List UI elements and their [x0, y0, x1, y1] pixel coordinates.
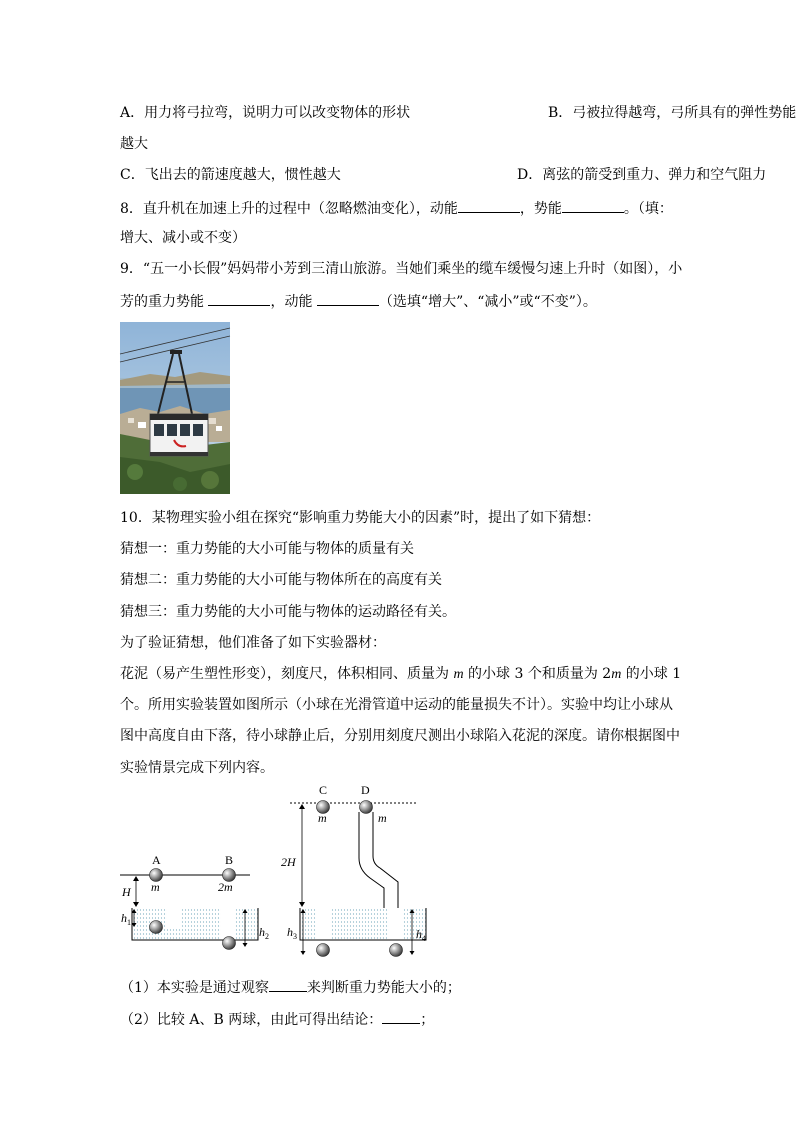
mass-a: m: [151, 880, 160, 894]
q8-text-a: 8．直升机在加速上升的过程中（忽略燃油变化），动能: [120, 201, 458, 217]
ball-d-sunk: [390, 944, 403, 957]
mass-d: m: [378, 811, 387, 825]
label-c: C: [319, 783, 328, 797]
height-2h: 2H: [281, 855, 296, 869]
q10-mat1-text-a: 花泥（易产生塑性形变），刻度尺，体积相同、质量为: [120, 666, 454, 682]
q8-blank-kinetic[interactable]: [458, 198, 520, 213]
q10-materials-line3: 图中高度自由下落，待小球静止后，分别用刻度尺测出小球陷入花泥的深度。请你根据图中: [120, 728, 680, 744]
experiment-diagram: [118, 780, 426, 970]
ball-d: [360, 801, 373, 814]
label-a: A: [152, 853, 161, 867]
q10-materials-line2: 个。所用实验装置如图所示（小球在光滑管道中运动的能量损失不计）。实验中均让小球从: [120, 697, 673, 713]
q10-prep: 为了验证猜想，他们准备了如下实验器材：: [120, 635, 386, 651]
mass-c: m: [318, 811, 327, 825]
q10-sub1-text-b: 来判断重力势能大小的；: [306, 980, 461, 996]
depth-h2: $h_2$: [259, 925, 269, 941]
mass-b: 2m: [218, 880, 233, 894]
q10-intro: 10．某物理实验小组在探究“影响重力势能大小的因素”时，提出了如下猜想：: [120, 510, 601, 526]
ball-c-sunk: [317, 944, 330, 957]
q10-materials-line4: 实验情景完成下列内容。: [120, 760, 274, 776]
q10-sub1-text-a: （1）本实验是通过观察: [120, 980, 269, 996]
depth-h4: $h_4$: [416, 927, 426, 943]
q8-line1: [120, 198, 673, 218]
height-h: H: [122, 885, 131, 899]
depth-h3: $h_3$: [287, 925, 297, 941]
q10-sub2-text-b: ；: [420, 1012, 435, 1028]
cable-car-photo: [120, 322, 230, 494]
q9-text-c: （选填“增大”、“减小”或“不变”）。: [378, 294, 597, 310]
q7-option-d: D．离弦的箭受到重力、弹力和空气阻力: [517, 167, 767, 183]
ball-b-sunk: [223, 937, 236, 950]
q10-sub2-blank[interactable]: [382, 1009, 420, 1024]
q8-text-c: 。（填：: [623, 201, 673, 217]
cable-car-illustration: [120, 322, 230, 494]
q9-text-a: 芳的重力势能: [120, 294, 209, 310]
q10-sub1: [120, 977, 461, 997]
q10-guess1: 猜想一：重力势能的大小可能与物体的质量有关: [120, 541, 414, 557]
q7-option-b-continued: 越大: [120, 136, 148, 152]
q10-guess2: 猜想二：重力势能的大小可能与物体所在的高度有关: [120, 572, 442, 588]
q7-option-a: A．用力将弓拉弯，说明力可以改变物体的形状: [120, 105, 411, 121]
q10-mass-m: m: [453, 667, 464, 682]
q9-blank-kinetic[interactable]: [317, 291, 379, 306]
label-d: D: [361, 783, 370, 797]
q10-mass-2m-m: m: [611, 667, 622, 682]
q10-guess3: 猜想三：重力势能的大小可能与物体的运动路径有关。: [120, 604, 456, 620]
q10-mat1-text-b: 的小球 3 个和质量为 2: [463, 666, 612, 682]
q8-text-b: ，势能: [519, 201, 562, 217]
q10-mat1-text-c: 的小球 1: [621, 666, 682, 682]
q9-line1: 9．“五一小长假”妈妈带小芳到三清山旅游。当她们乘坐的缆车缓慢匀速上升时（如图），小: [120, 261, 683, 277]
q10-sub2-text-a: （2）比较 A、B 两球，由此可得出结论：: [120, 1012, 383, 1028]
q9-line2: [120, 291, 597, 311]
q8-line2: 增大、减小或不变）: [120, 230, 246, 246]
q10-sub1-blank[interactable]: [269, 977, 307, 992]
q10-materials-line1: [120, 665, 681, 684]
q9-blank-potential[interactable]: [208, 291, 270, 306]
q8-blank-potential[interactable]: [562, 198, 624, 213]
depth-h1: $h_1$: [121, 911, 131, 927]
q7-option-c-line: [120, 166, 767, 184]
ball-a-sunk: [150, 921, 163, 934]
q7-option-a-line: [120, 104, 796, 122]
q9-text-b: ，动能: [270, 294, 317, 310]
label-b: B: [225, 853, 234, 867]
q7-option-c: C．飞出去的箭速度越大，惯性越大: [120, 167, 341, 183]
q10-sub2: [120, 1009, 434, 1029]
q7-option-b: B．弓被拉得越弯，弓所具有的弹性势能: [548, 105, 796, 121]
